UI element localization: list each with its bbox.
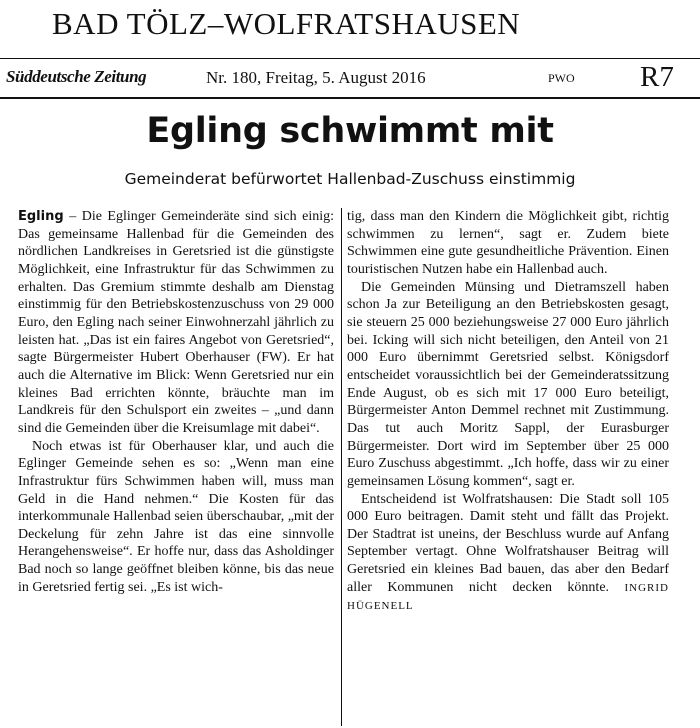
masthead-line [0,60,700,94]
article-headline: Egling schwimmt mit [146,111,554,151]
paragraph-text: – Die Eglinger Gemeinderäte sind sich einig: Das gemeinsame Hallenbad für die Gemeinden des nördlichen Landkreises in Geretsried ist die günstigste Möglichkeit, eine Infrastruktur für das Schwimmen zu erhalten. Das Gremium stimmte deshalb am Dienstag einstimmig für den Betriebskostenzuschuss von 29 000 Euro, den Egling nach seiner Einwohnerzahl jährlich zu leisten hat. „Das ist ein faires Angebot von Geretsried“, sagte Bürgermeister Hubert Oberhauser (FW). Er hat auch die Alternative im Blick: Wenn Geretsried nur ein kleines Bad errichten könnte, bräuchte man im Landkreis für den Schulsport ein zweites – „und dann sind die Gemeinden über die Kreisumlage mit dabei“. [18,209,334,436]
paragraph-text: Entscheidend ist Wolfratshausen: Die Stadt soll 105 000 Euro beitragen. Damit steht und fällt das Projekt. Der Stadtrat ist uneins, der Beschluss wurde auf Anfang September vertagt. Ohne Wolfratshauser Beitrag will Geretsried ein kleines Bad bauen, das aber den Bedarf aller Kommunen nicht decken könnte. [347,491,669,595]
paragraph [347,491,669,617]
newspaper-logo: Süddeutsche Zeitung [6,67,147,86]
paragraph: tig, dass man den Kindern die Möglichkeit gibt, richtig schwimmen zu lernen“, sagt er. Zudem biete Schwimmen eine gute gesundheitliche Prävention. Einen touristischen Nutzen habe ein Hallenbad auch. [347,209,669,277]
paragraph: Noch etwas ist für Oberhauser klar, und auch die Eglinger Gemeinde sehen es so: „Wenn man eine Infrastruktur fürs Schwimmen haben will, muss man Geld in die Hand nehmen.“ Die Kosten für das interkommunale Hallenbad seien überschaubar, „mit der Deckelung für zehn Jahre ist das eine sinnvolle Herangehensweise“. Er hoffe nur, dass das Asholdinger Bad noch so lange geöffnet bleiben könne, bis das neue in Geretsried fertig sei. „Es ist wich- [18,438,334,595]
header-rule-top [0,58,700,59]
edition-code: PWO [548,71,575,85]
article-subheadline: Gemeinderat befürwortet Hallenbad-Zuschuss einstimmig [124,170,576,188]
dateline: Egling [18,209,64,224]
column-divider [341,208,342,726]
section-title: BAD TÖLZ–WOLFRATSHAUSEN [52,6,521,41]
author-byline: INGRID HÜGENELL [347,581,669,613]
issue-info: Nr. 180, Freitag, 5. August 2016 [206,68,426,87]
article-column-2 [347,208,669,616]
header-rule-bottom [0,97,700,99]
paragraph [18,208,334,438]
page-number: R7 [640,61,674,93]
paragraph: Die Gemeinden Münsing und Dietramszell haben schon Ja zur Beteiligung an den Betriebskosten gesagt, sie steuern 25 000 beziehungsweise 27 000 Euro jährlich bei. Icking will sich nicht beteiligen, den Anteil von 21 000 Euro übernimmt Geretsried selbst. Königsdorf entscheidet voraussichtlich bei der Gemeinderatssitzung Ende August, ob es sich mit 17 000 Euro beteiligt, Bürgermeister Anton Demmel rechnet mit Zustimmung. Das tut auch Moritz Sappl, der Eurasburger Bürgermeister. Dort wird im September über 25 000 Euro Zuschuss abgestimmt. „Ich hoffe, dass wir zu einer gemeinsamen Lösung kommen“, sagt er. [347,279,669,489]
article-column-1 [18,208,334,596]
